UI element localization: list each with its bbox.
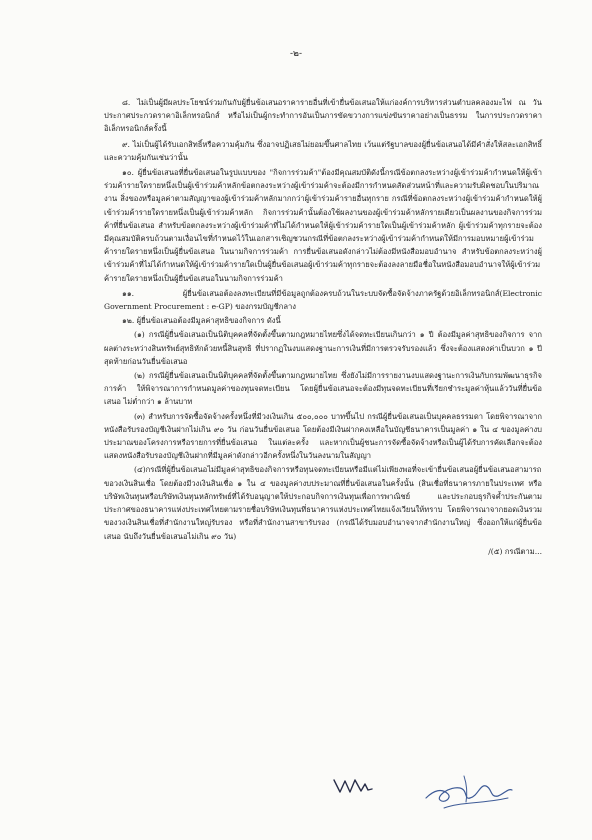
document-body [104,96,542,559]
handwritten-signature [420,768,516,814]
clause-8: ๘. ไม่เป็นผู้มีผลประโยชน์ร่วมกันกับผู้ยื่นข้อเสนอราคารายอื่นที่เข้ายื่นข้อเสนอให้แก่องค์การบริหารส่วนตำบลคลองมะไฟ ณ วันประกาศประกวดราคาอิเล็กทรอนิกส์ หรือไม่เป็นผู้กระทำการอันเป็นการขัดขวางการแข่งขันราคาอย่างเป็นธรรม ในการประกวดราคาอิเล็กทรอนิกส์ครั้งนี้ [104,98,542,134]
subclause-12-2: (๒) กรณีผู้ยื่นข้อเสนอเป็นนิติบุคคลที่จัดตั้งขึ้นตามกฎหมายไทย ซึ่งยังไม่มีการรายงานงบแสดงฐานะการเงินกับกรมพัฒนาธุรกิจการค้า ให้พิจารณาการกำหนดมูลค่าของทุนจดทะเบียน โดยผู้ยื่นข้อเสนอจะต้องมีทุนจดทะเบียนที่เรียกชำระมูลค่าหุ้นแล้ววันที่ยื่นข้อเสนอ ไม่ต่ำกว่า ๑ ล้านบาท [104,371,542,407]
clause-9: ๙. ไม่เป็นผู้ได้รับเอกสิทธิ์หรือความคุ้มกัน ซึ่งอาจปฏิเสธไม่ยอมขึ้นศาลไทย เว้นแต่รัฐบาลของผู้ยื่นข้อเสนอได้มีคำสั่งให้สละเอกสิทธิ์และความคุ้มกันเช่นว่านั้น [104,139,542,162]
clause-10: ๑๐. ผู้ยื่นข้อเสนอที่ยื่นข้อเสนอในรูปแบบของ "กิจการร่วมค้า"ต้องมีคุณสมบัติดังนี้กรณีข้อตกลงระหว่างผู้เข้าร่วมค้ากำหนดให้ผู้เข้าร่วมค้ารายใดรายหนึ่งเป็นผู้เข้าร่วมค้าหลักข้อตกลงระหว่างผู้เข้าร่วมค้าจะต้องมีการกำหนดสัดส่วนหน้าที่และความรับผิดชอบในปริมาณงาน สิ่งของหรือมูลค่าตามสัญญาของผู้เข้าร่วมค้าหลักมากกว่าผู้เข้าร่วมค้ารายอื่นทุกราย กรณีที่ข้อตกลงระหว่างผู้เข้าร่วมค้ากำหนดให้ผู้เข้าร่วมค้ารายใดรายหนึ่งเป็นผู้เข้าร่วมค้าหลัก กิจการร่วมค้านั้นต้องใช้ผลงานของผู้เข้าร่วมค้าหลักรายเดียวเป็นผลงานของกิจการร่วมค้าที่ยื่นข้อเสนอ สำหรับข้อตกลงระหว่างผู้เข้าร่วมค้าที่ไม่ได้กำหนดให้ผู้เข้าร่วมค้ารายใดเป็นผู้เข้าร่วมค้าหลัก ผู้เข้าร่วมค้าทุกรายจะต้องมีคุณสมบัติครบถ้วนตามเงื่อนไขที่กำหนดไว้ในเอกสารเชิญชวนกรณีที่ข้อตกลงระหว่างผู้เข้าร่วมค้ากำหนดให้มีการมอบหมายผู้เข้าร่วมค้ารายใดรายหนึ่งเป็นผู้ยื่นข้อเสนอ ในนามกิจการร่วมค้า การยื่นข้อเสนอดังกล่าวไม่ต้องมีหนังสือมอบอำนาจ สำหรับข้อตกลงระหว่างผู้เข้าร่วมค้าที่ไม่ได้กำหนดให้ผู้เข้าร่วมค้ารายใดเป็นผู้ยื่นข้อเสนอผู้เข้าร่วมค้าทุกรายจะต้องลงลายมือชื่อในหนังสือมอบอำนาจให้ผู้เข้าร่วมค้ารายใดรายหนึ่งเป็นผู้ยื่นข้อเสนอในนามกิจการร่วมค้า [104,168,542,283]
clause-11: ๑๑. ผู้ยื่นข้อเสนอต้องลงทะเบียนที่มีข้อมูลถูกต้องครบถ้วนในระบบจัดซื้อจัดจ้างภาครัฐด้วยอิเล็กทรอนิกส์(Electronic Government Procurement : e-GP) ของกรมบัญชีกลาง [104,288,542,312]
subclause-12-3: (๓) สำหรับการจัดซื้อจัดจ้างครั้งหนึ่งที่มีวงเงินเกิน ๕๐๐,๐๐๐ บาทขึ้นไป กรณีผู้ยื่นข้อเสนอเป็นบุคคลธรรมดา โดยพิจารณาจากหนังสือรับรองบัญชีเงินฝากไม่เกิน ๙๐ วัน ก่อนวันยื่นข้อเสนอ โดยต้องมีเงินฝากคงเหลือในบัญชีธนาคารเป็นมูลค่า ๑ ใน ๔ ของมูลค่างบประมาณของโครงการหรือรายการที่ยื่นข้อเสนอ ในแต่ละครั้ง และหากเป็นผู้ชนะการจัดซื้อจัดจ้างหรือเป็นผู้ได้รับการคัดเลือกจะต้องแสดงหนังสือรับรองบัญชีเงินฝากที่มีมูลค่าดังกล่าวอีกครั้งหนึ่งในวันลงนามในสัญญา [104,411,542,461]
clause-12: ๑๒. ผู้ยื่นข้อเสนอต้องมีมูลค่าสุทธิของกิจการ ดังนี้ [122,316,281,326]
page-number: -๒- [289,49,302,59]
continuation-note: /(๕) กรณีตาม... [488,546,542,556]
subclause-12-1: (๑) กรณีผู้ยื่นข้อเสนอเป็นนิติบุคคลที่จัดตั้งขึ้นตามกฎหมายไทยซึ่งได้จดทะเบียนเกินกว่า ๑ ปี ต้องมีมูลค่าสุทธิของกิจการ จากผลต่างระหว่างสินทรัพย์สุทธิหักด้วยหนี้สินสุทธิ ที่ปรากฏในงบแสดงฐานะการเงินที่มีการตรวจรับรองแล้ว ซึ่งจะต้องแสดงค่าเป็นบวก ๑ ปีสุดท้ายก่อนวันยื่นข้อเสนอ [104,330,542,366]
subclause-12-4: (๔)กรณีที่ผู้ยื่นข้อเสนอไม่มีมูลค่าสุทธิของกิจการหรือทุนจดทะเบียนหรือมีแต่ไม่เพียงพอที่จะเข้ายื่นข้อเสนอผู้ยื่นข้อเสนอสามารถขอวงเงินสินเชื่อ โดยต้องมีวงเงินสินเชื่อ ๑ ใน ๔ ของมูลค่างบประมาณที่ยื่นข้อเสนอในครั้งนั้น (สินเชื่อที่ธนาคารภายในประเทศ หรือบริษัทเงินทุนหรือบริษัทเงินทุนหลักทรัพย์ที่ได้รับอนุญาตให้ประกอบกิจการเงินทุนเพื่อการพาณิชย์ และประกอบธุรกิจค้ำประกันตามประกาศของธนาคารแห่งประเทศไทยตามรายชื่อบริษัทเงินทุนที่ธนาคารแห่งประเทศไทยแจ้งเวียนให้ทราบ โดยพิจารณาจากยอดเงินรวมของวงเงินสินเชื่อที่สำนักงานใหญ่รับรอง หรือที่สำนักงานสาขารับรอง (กรณีได้รับมอบอำนาจจากสำนักงานใหญ่ ซึ่งออกให้แก่ผู้ยื่นข้อเสนอ นับถึงวันยื่นข้อเสนอไม่เกิน ๙๐ วัน) [104,465,542,541]
initials-signature [332,772,374,798]
